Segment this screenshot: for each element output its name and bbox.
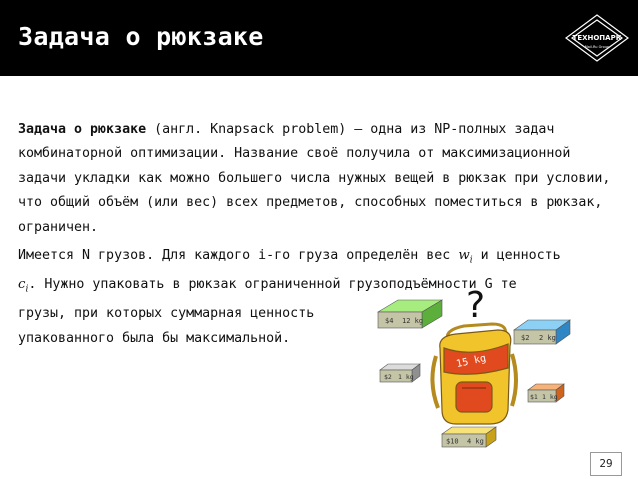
logo-text: ТЕХНОПАРК xyxy=(572,34,622,42)
problem-text-c: . Нужно упаковать в рюкзак ограниченной грузоподъёмности G те xyxy=(28,277,517,293)
box-blue-weight: 2 kg xyxy=(539,334,556,342)
box-gray xyxy=(380,364,420,382)
term-bold: Задача о рюкзаке xyxy=(18,122,147,137)
box-yellow-weight: 4 kg xyxy=(467,437,484,446)
weight-symbol: $w_i$ xyxy=(458,248,473,266)
slide-header xyxy=(0,0,638,76)
box-gray-weight: 1 kg xyxy=(398,373,414,381)
problem-text-e: упакованного была бы максимальной. xyxy=(18,330,291,346)
box-gray-price: $2 xyxy=(384,373,392,381)
definition-text: (англ. Knapsack problem) — одна из NP-полных задач комбинаторной оптимизации. Название своё получила от максимизационной задачи укладки как можно большего числа нужных вещей в рюкзак при условии, что общий объём (или вес) всех предметов, способных поместиться в рюкзак, ограничен. xyxy=(18,122,611,235)
problem-text-d: грузы, при которых суммарная ценность xyxy=(18,306,315,322)
box-green-price: $4 xyxy=(385,317,394,325)
box-orange-price: $1 xyxy=(530,393,538,401)
slide-title: Задача о рюкзаке xyxy=(18,22,264,51)
box-green xyxy=(378,300,442,328)
box-green-weight: 12 kg xyxy=(402,317,424,325)
box-yellow xyxy=(442,427,496,447)
bag-label: 15 kg xyxy=(455,353,488,371)
box-orange-weight: 1 kg xyxy=(542,393,558,401)
page-number: 29 xyxy=(590,452,622,476)
paragraph-definition xyxy=(18,118,624,240)
box-blue-price: $2 xyxy=(521,334,530,342)
backpack xyxy=(432,324,516,424)
knapsack-illustration xyxy=(372,290,572,460)
logo-subtext: Mail.Ru Group xyxy=(584,45,610,49)
box-yellow-price: $10 xyxy=(446,437,459,446)
question-mark: ? xyxy=(466,285,486,326)
technopark-logo xyxy=(562,12,632,64)
box-orange xyxy=(528,384,564,402)
problem-text-b: и ценность xyxy=(472,248,561,264)
value-symbol: $c_i$ xyxy=(18,277,29,295)
box-blue xyxy=(514,320,570,344)
problem-text-a: Имеется N грузов. Для каждого i-го груза определён вес xyxy=(18,248,459,264)
